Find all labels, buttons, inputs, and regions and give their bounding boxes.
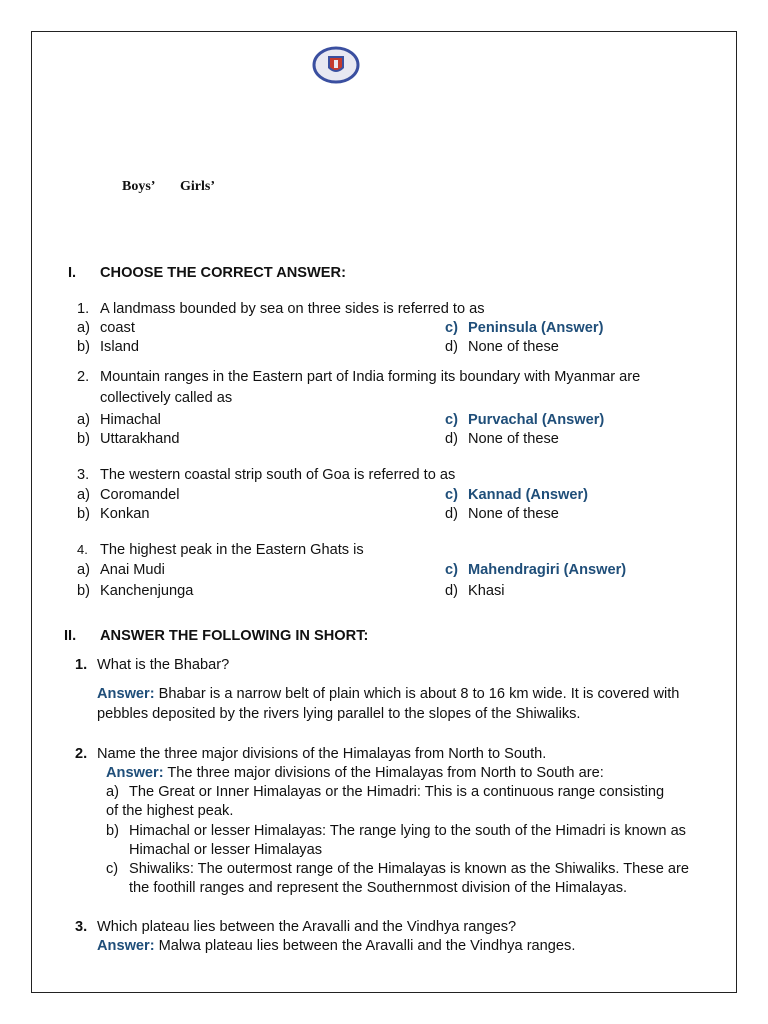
s2-q1-question: What is the Bhabar? bbox=[97, 657, 230, 673]
section1-number: I. bbox=[68, 265, 77, 281]
s2-q3-question: Which plateau lies between the Aravalli and the Vindhya ranges? bbox=[97, 919, 517, 935]
s2-q3-answer-text: Malwa plateau lies between the Aravalli and the Vindhya ranges. bbox=[158, 938, 576, 954]
q3-number: 3. bbox=[77, 467, 90, 483]
s2-q2-c-line2: the foothill ranges and represent the Southernmost division of the Himalayas. bbox=[129, 880, 628, 896]
q1-number: 1. bbox=[77, 301, 90, 317]
q4-opt-a-key: a) bbox=[77, 562, 90, 578]
s2-q2-c-key: c) bbox=[106, 861, 119, 877]
q1-opt-a-key: a) bbox=[77, 320, 90, 336]
q2-opt-d-key: d) bbox=[445, 431, 458, 447]
answer-label: Answer: bbox=[106, 765, 164, 781]
q2-text: Mountain ranges in the Eastern part of India forming its boundary with Myanmar are bbox=[100, 369, 641, 385]
school-logo bbox=[312, 46, 360, 84]
q1-opt-c-answer: Peninsula (Answer) bbox=[468, 320, 604, 336]
q3-opt-c-key: c) bbox=[445, 487, 458, 503]
q3-opt-a-key: a) bbox=[77, 487, 90, 503]
q3-text: The western coastal strip south of Goa is referred to as bbox=[100, 467, 456, 483]
q4-opt-c-answer: Mahendragiri (Answer) bbox=[468, 562, 627, 578]
q3-opt-d-key: d) bbox=[445, 506, 458, 522]
section2-number: II. bbox=[64, 628, 77, 644]
q4-opt-c-key: c) bbox=[445, 562, 458, 578]
q3-opt-c-answer: Kannad (Answer) bbox=[468, 487, 589, 503]
s2-q2-number: 2. bbox=[75, 746, 88, 762]
q2-text-line2: collectively called as bbox=[100, 390, 233, 406]
answer-label: Answer: bbox=[97, 686, 155, 702]
q4-opt-a: Anai Mudi bbox=[100, 562, 165, 578]
s2-q1-answer-text: Bhabar is a narrow belt of plain which is about 8 to 16 km wide. It is covered with bbox=[158, 686, 680, 702]
q1-opt-d-key: d) bbox=[445, 339, 458, 355]
q2-opt-c-answer: Purvachal (Answer) bbox=[468, 412, 605, 428]
s2-q2-b-key: b) bbox=[106, 823, 119, 839]
q2-opt-a-key: a) bbox=[77, 412, 90, 428]
s2-q1-answer-line2: pebbles deposited by the rivers lying parallel to the slopes of the Shiwaliks. bbox=[97, 706, 581, 722]
q2-opt-d: None of these bbox=[468, 431, 559, 447]
q1-text: A landmass bounded by sea on three sides is referred to as bbox=[100, 301, 485, 317]
q2-opt-a: Himachal bbox=[100, 412, 161, 428]
s2-q2-c-line1: Shiwaliks: The outermost range of the Himalayas is known as the Shiwaliks. These are bbox=[129, 861, 689, 877]
section1-title: CHOOSE THE CORRECT ANSWER: bbox=[100, 265, 346, 281]
s2-q2-answer-text: The three major divisions of the Himalayas from North to South are: bbox=[167, 765, 604, 781]
girls-label: Girls’ bbox=[180, 179, 215, 194]
s2-q1-number: 1. bbox=[75, 657, 88, 673]
q1-opt-c-key: c) bbox=[445, 320, 458, 336]
q1-opt-b: Island bbox=[100, 339, 139, 355]
q1-opt-d: None of these bbox=[468, 339, 559, 355]
q4-opt-b: Kanchenjunga bbox=[100, 583, 194, 599]
q2-opt-c-key: c) bbox=[445, 412, 458, 428]
q4-opt-d-key: d) bbox=[445, 583, 458, 599]
s2-q1-answer-line1 bbox=[97, 685, 679, 703]
s2-q2-b-line2: Himachal or lesser Himalayas bbox=[129, 842, 323, 858]
q1-opt-a: coast bbox=[100, 320, 135, 336]
section2-title: ANSWER THE FOLLOWING IN SHORT: bbox=[100, 628, 369, 644]
q3-opt-d: None of these bbox=[468, 506, 559, 522]
s2-q2-a-key: a) bbox=[106, 784, 119, 800]
q4-text: The highest peak in the Eastern Ghats is bbox=[100, 542, 364, 558]
s2-q2-a-line2: of the highest peak. bbox=[106, 803, 234, 819]
s2-q2-b-line1: Himachal or lesser Himalayas: The range lying to the south of the Himadri is known as bbox=[129, 823, 686, 839]
s2-q2-question: Name the three major divisions of the Himalayas from North to South. bbox=[97, 746, 547, 762]
q4-opt-b-key: b) bbox=[77, 583, 90, 599]
q2-opt-b: Uttarakhand bbox=[100, 431, 180, 447]
s2-q2-a-line1: The Great or Inner Himalayas or the Himadri: This is a continuous range consisting bbox=[129, 784, 665, 800]
s2-q3-number: 3. bbox=[75, 919, 88, 935]
s2-q2-answer-line1 bbox=[106, 764, 604, 782]
s2-q3-answer bbox=[97, 937, 575, 955]
q3-opt-b-key: b) bbox=[77, 506, 90, 522]
boys-label: Boys’ bbox=[122, 179, 156, 194]
q3-opt-a: Coromandel bbox=[100, 487, 180, 503]
q2-opt-b-key: b) bbox=[77, 431, 90, 447]
q3-opt-b: Konkan bbox=[100, 506, 150, 522]
q2-number: 2. bbox=[77, 369, 90, 385]
answer-label: Answer: bbox=[97, 938, 155, 954]
q4-number: 4. bbox=[77, 542, 88, 557]
q4-opt-d: Khasi bbox=[468, 583, 505, 599]
q1-opt-b-key: b) bbox=[77, 339, 90, 355]
